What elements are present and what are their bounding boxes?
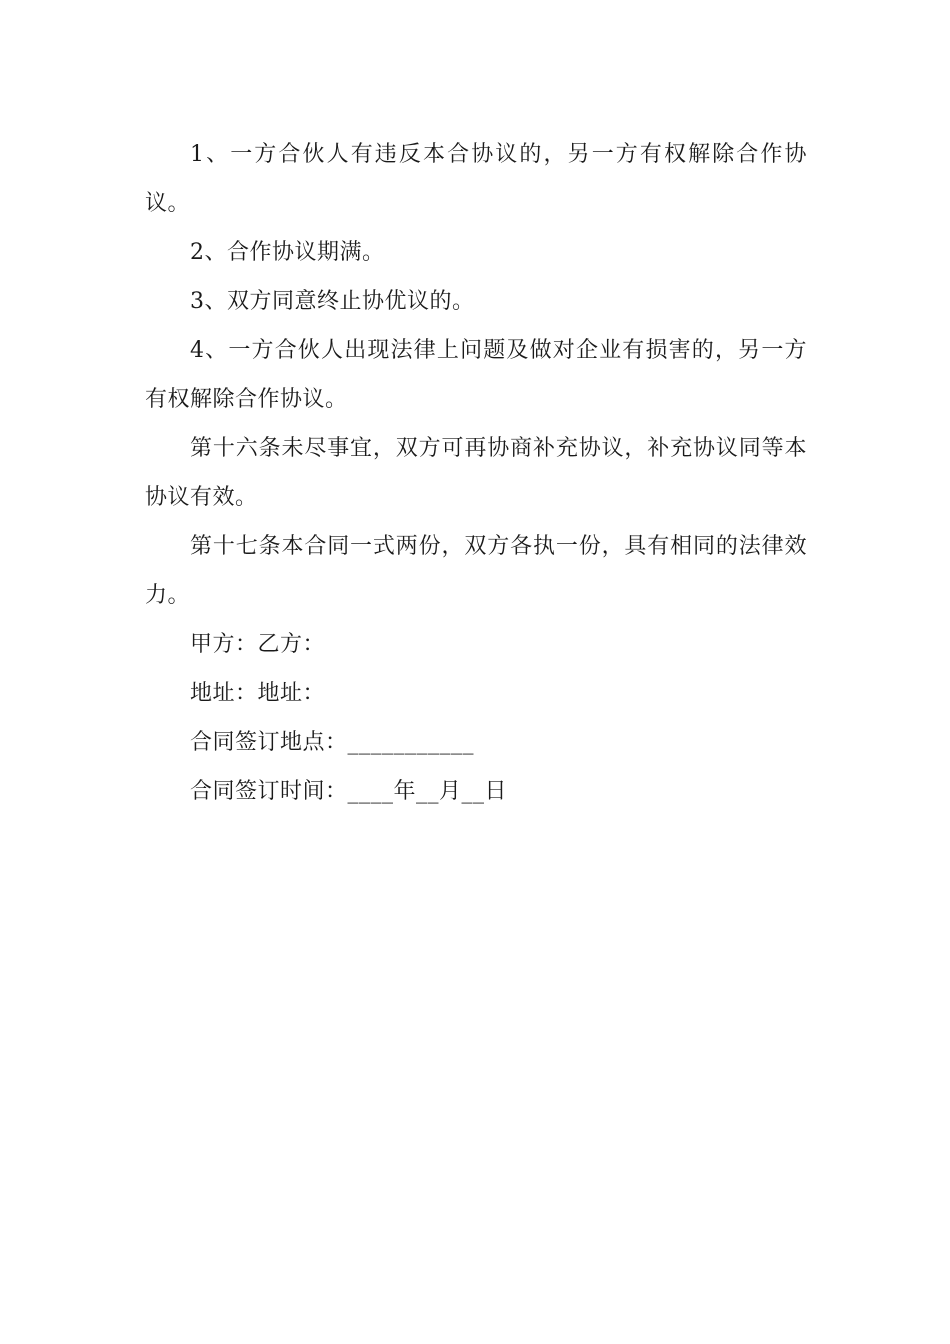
- clause-item-1: 1、一方合伙人有违反本合协议的，另一方有权解除合作协议。: [145, 142, 807, 216]
- address-line: 地址：地址：: [190, 681, 326, 706]
- party-line: 甲方：乙方：: [190, 632, 326, 657]
- article-16: 第十六条未尽事宜，双方可再协商补充协议，补充协议同等本协议有效。: [145, 436, 807, 510]
- clause-item-3: 3、双方同意终止协优议的。: [190, 289, 475, 314]
- signing-place-line: 合同签订地点：___________: [190, 730, 475, 755]
- clause-item-2: 2、合作协议期满。: [190, 240, 385, 265]
- document-body: [145, 130, 807, 816]
- signing-date-line: 合同签订时间：____年__月__日: [190, 779, 508, 804]
- clause-item-4: 4、一方合伙人出现法律上问题及做对企业有损害的，另一方有权解除合作协议。: [145, 338, 807, 412]
- article-17: 第十七条本合同一式两份，双方各执一份，具有相同的法律效力。: [145, 534, 807, 608]
